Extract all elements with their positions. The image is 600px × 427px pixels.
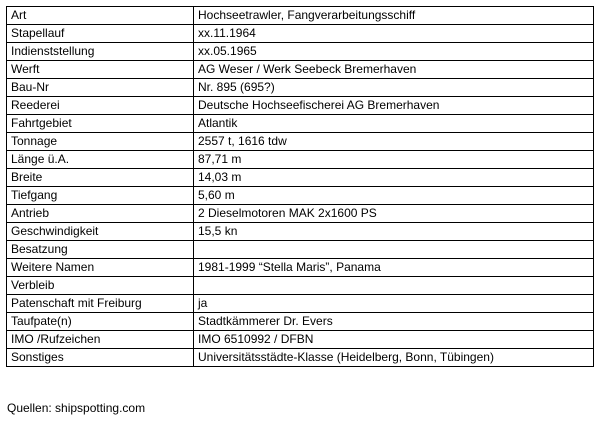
row-value xyxy=(194,277,594,295)
table-row xyxy=(7,97,594,115)
row-label: Tonnage xyxy=(7,133,194,151)
row-label: Taufpate(n) xyxy=(7,313,194,331)
row-label: Bau-Nr xyxy=(7,79,194,97)
row-label: Fahrtgebiet xyxy=(7,115,194,133)
table-row xyxy=(7,61,594,79)
table-row xyxy=(7,79,594,97)
table-row xyxy=(7,43,594,61)
row-value: Deutsche Hochseefischerei AG Bremerhaven xyxy=(194,97,594,115)
row-label: Werft xyxy=(7,61,194,79)
row-value: xx.05.1965 xyxy=(194,43,594,61)
table-row xyxy=(7,277,594,295)
table-row xyxy=(7,349,594,367)
row-value: Hochseetrawler, Fangverarbeitungsschiff xyxy=(194,7,594,25)
row-value: ja xyxy=(194,295,594,313)
row-label: Antrieb xyxy=(7,205,194,223)
row-value: 2 Dieselmotoren MAK 2x1600 PS xyxy=(194,205,594,223)
row-value: Nr. 895 (695?) xyxy=(194,79,594,97)
table-row xyxy=(7,115,594,133)
row-label: IMO /Rufzeichen xyxy=(7,331,194,349)
table-row xyxy=(7,241,594,259)
table-row xyxy=(7,205,594,223)
row-value xyxy=(194,241,594,259)
row-value: Universitätsstädte-Klasse (Heidelberg, Bonn, Tübingen) xyxy=(194,349,594,367)
table-row xyxy=(7,133,594,151)
row-value: 2557 t, 1616 tdw xyxy=(194,133,594,151)
row-value: 5,60 m xyxy=(194,187,594,205)
row-value: 15,5 kn xyxy=(194,223,594,241)
table-row xyxy=(7,7,594,25)
ship-info-table-body xyxy=(7,7,594,367)
row-label: Reederei xyxy=(7,97,194,115)
row-label: Geschwindigkeit xyxy=(7,223,194,241)
row-value: Stadtkämmerer Dr. Evers xyxy=(194,313,594,331)
row-value: 14,03 m xyxy=(194,169,594,187)
row-value: xx.11.1964 xyxy=(194,25,594,43)
row-value: IMO 6510992 / DFBN xyxy=(194,331,594,349)
row-label: Weitere Namen xyxy=(7,259,194,277)
table-row xyxy=(7,313,594,331)
table-row xyxy=(7,25,594,43)
row-value: 1981-1999 “Stella Maris”, Panama xyxy=(194,259,594,277)
row-value: Atlantik xyxy=(194,115,594,133)
ship-info-table xyxy=(6,6,594,367)
table-row xyxy=(7,259,594,277)
row-label: Länge ü.A. xyxy=(7,151,194,169)
sources-note: Quellen: shipspotting.com xyxy=(7,401,146,415)
row-label: Tiefgang xyxy=(7,187,194,205)
row-label: Breite xyxy=(7,169,194,187)
row-label: Indienststellung xyxy=(7,43,194,61)
table-row xyxy=(7,331,594,349)
row-label: Patenschaft mit Freiburg xyxy=(7,295,194,313)
row-value: 87,71 m xyxy=(194,151,594,169)
row-label: Art xyxy=(7,7,194,25)
row-label: Sonstiges xyxy=(7,349,194,367)
row-value: AG Weser / Werk Seebeck Bremerhaven xyxy=(194,61,594,79)
table-row xyxy=(7,295,594,313)
table-row xyxy=(7,223,594,241)
row-label: Stapellauf xyxy=(7,25,194,43)
table-row xyxy=(7,151,594,169)
row-label: Besatzung xyxy=(7,241,194,259)
table-row xyxy=(7,169,594,187)
table-row xyxy=(7,187,594,205)
row-label: Verbleib xyxy=(7,277,194,295)
